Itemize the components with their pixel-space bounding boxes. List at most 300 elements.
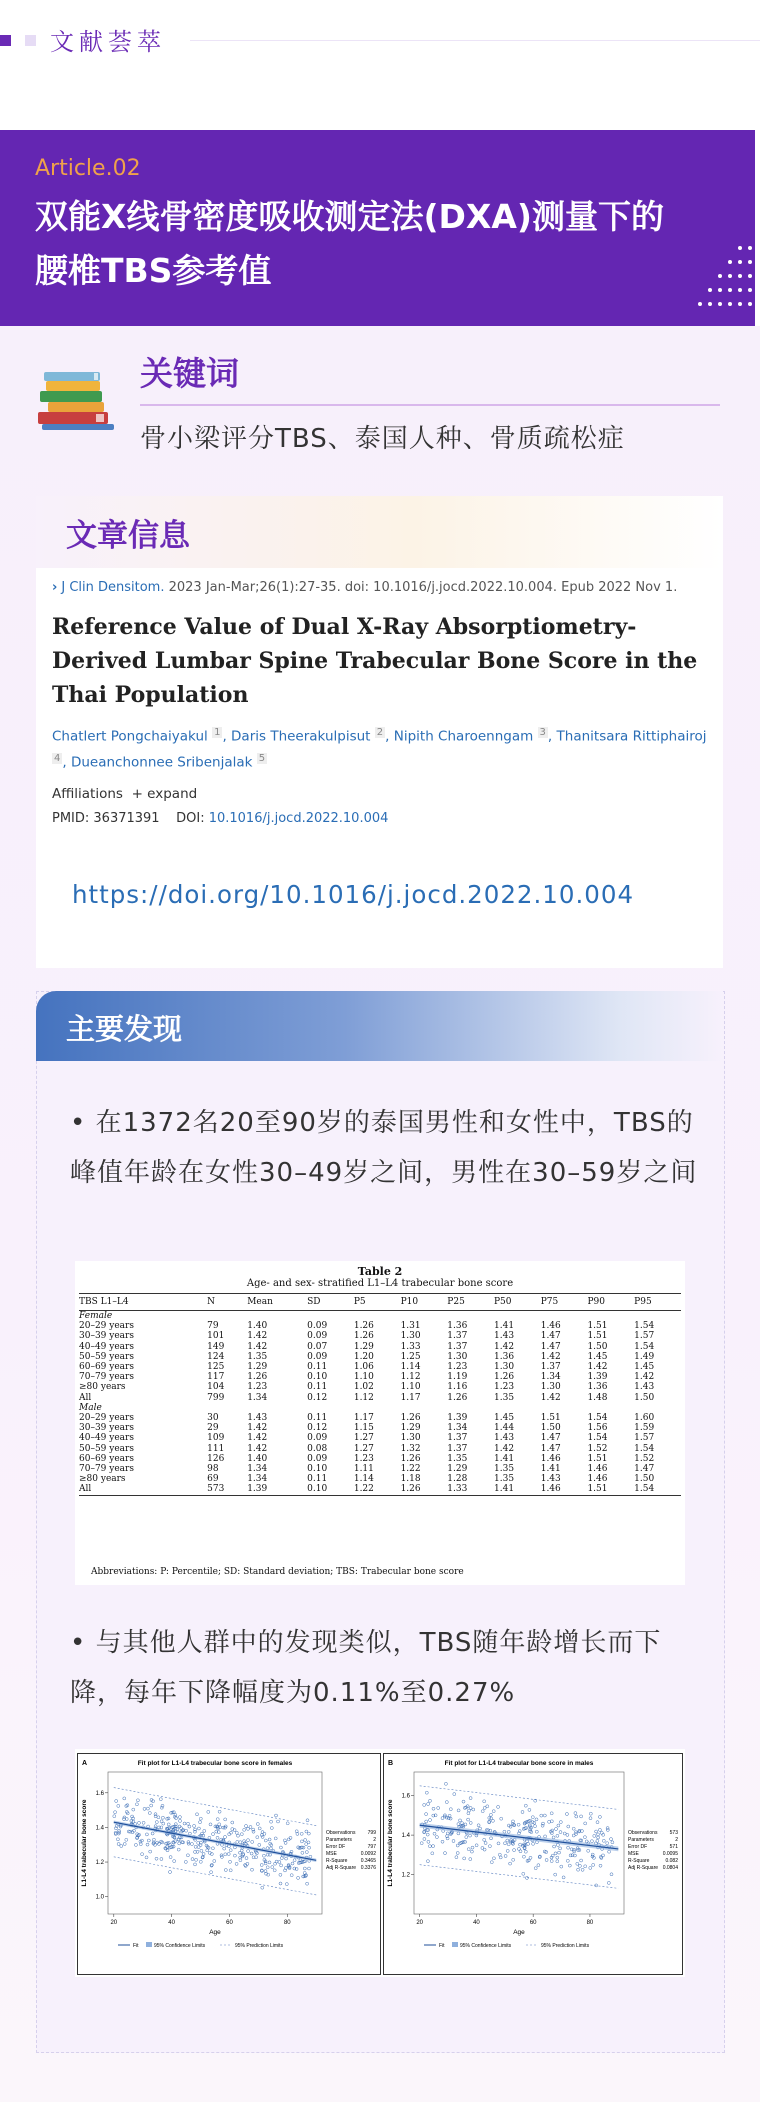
table-cell: 1.54 xyxy=(634,1341,655,1352)
table-cell: 1.34 xyxy=(247,1464,268,1475)
table-column-header: P50 xyxy=(494,1297,512,1307)
table-cell: 149 xyxy=(207,1341,225,1352)
table-column-header: P25 xyxy=(447,1297,465,1307)
table-cell: 1.50 xyxy=(587,1341,608,1352)
table-cell: 1.47 xyxy=(540,1433,561,1444)
table-cell: 1.29 xyxy=(247,1362,268,1373)
legend-fit-label: Fit xyxy=(439,1943,445,1949)
table-cell: 1.23 xyxy=(494,1382,515,1393)
stat-label: Parameters xyxy=(326,1837,352,1843)
author-link[interactable]: Nipith Charoenngam xyxy=(393,728,534,745)
x-axis-label: Age xyxy=(209,1929,221,1936)
books-icon xyxy=(36,370,118,432)
table-column-header: P75 xyxy=(540,1297,559,1307)
table-cell: 1.43 xyxy=(540,1474,561,1485)
table-cell: 79 xyxy=(207,1321,219,1332)
y-tick-label: 1.6 xyxy=(95,1790,104,1797)
affiliations-row xyxy=(52,786,197,802)
stat-value: 0.0092 xyxy=(360,1851,376,1857)
stat-value: 2 xyxy=(373,1837,376,1843)
table-cell: 799 xyxy=(207,1392,225,1403)
table-cell: 1.52 xyxy=(587,1443,608,1454)
table-cell: 1.46 xyxy=(540,1321,561,1332)
table-cell: 1.26 xyxy=(247,1372,268,1383)
table-cell: 1.52 xyxy=(634,1453,655,1464)
stat-value: 0.082 xyxy=(665,1858,678,1864)
doi-value-link[interactable]: 10.1016/j.jocd.2022.10.004 xyxy=(208,811,389,826)
table-cell: 1.26 xyxy=(400,1453,421,1464)
expand-button[interactable]: + expand xyxy=(131,786,198,802)
table-cell: 0.09 xyxy=(307,1331,328,1342)
table-cell: 1.35 xyxy=(494,1392,515,1403)
table-row xyxy=(79,1352,681,1362)
table-cell: 1.41 xyxy=(494,1321,515,1332)
table-cell: 1.31 xyxy=(400,1321,421,1332)
table-cell: 1.30 xyxy=(400,1433,421,1444)
stat-label: R-Square xyxy=(628,1858,650,1864)
table-cell: All xyxy=(79,1484,92,1495)
stat-value: 799 xyxy=(367,1830,376,1836)
fit-plot-males xyxy=(384,1754,682,1974)
keywords-divider xyxy=(140,404,720,406)
table-cell: 1.14 xyxy=(353,1474,374,1485)
x-axis-label: Age xyxy=(513,1929,525,1936)
table-cell: 60–69 years xyxy=(79,1453,134,1464)
table-cell: 1.26 xyxy=(353,1321,374,1332)
table-row xyxy=(79,1484,681,1495)
table-column-header: P90 xyxy=(587,1297,605,1307)
table-column-header: P95 xyxy=(634,1297,652,1307)
identifiers-row xyxy=(52,811,388,826)
stat-label: Adj R-Square xyxy=(326,1865,357,1871)
author-affiliation-ref[interactable]: 1 xyxy=(214,727,221,738)
table-cell: 1.42 xyxy=(494,1341,515,1352)
table-cell: 1.42 xyxy=(540,1392,561,1403)
stat-value: 0.3465 xyxy=(360,1858,376,1864)
table-header-row xyxy=(79,1294,681,1311)
keywords-text: 骨小梁评分TBS、泰国人种、骨质疏松症 xyxy=(140,424,625,454)
table-row xyxy=(79,1342,681,1352)
stat-label: Parameters xyxy=(628,1837,654,1843)
panel-label: B xyxy=(388,1760,394,1767)
table-cell: 1.29 xyxy=(353,1341,374,1352)
stat-label: MSE xyxy=(628,1851,639,1857)
table-cell: 1.50 xyxy=(634,1474,655,1485)
table-cell: 1.59 xyxy=(634,1423,655,1434)
table-cell: 1.45 xyxy=(494,1413,515,1424)
table-footnote: Abbreviations: P: Percentile; SD: Standard deviation; TBS: Trabecular bone score xyxy=(91,1567,464,1577)
table-row xyxy=(79,1393,681,1403)
table-cell: 124 xyxy=(207,1351,225,1362)
stat-value: 571 xyxy=(669,1844,678,1850)
author-link[interactable]: Chatlert Pongchaiyakul xyxy=(52,728,208,745)
table-cell: 1.41 xyxy=(494,1484,515,1495)
table-cell: 1.20 xyxy=(353,1351,374,1362)
table-cell: 1.25 xyxy=(400,1351,421,1362)
table-cell: 109 xyxy=(207,1433,225,1444)
table-cell: 0.10 xyxy=(307,1372,328,1383)
table-cell: 1.34 xyxy=(447,1423,468,1434)
y-tick-label: 1.2 xyxy=(95,1860,104,1867)
y-axis-label: L1-L4 trabecular bone score xyxy=(387,1799,394,1887)
table-cell: 1.37 xyxy=(447,1433,468,1444)
stat-label: Observations xyxy=(628,1830,658,1836)
table-column-header: TBS L1–L4 xyxy=(79,1297,129,1307)
table-cell: 1.32 xyxy=(400,1443,421,1454)
table-cell: 1.22 xyxy=(400,1464,421,1475)
table-cell: 0.09 xyxy=(307,1321,328,1332)
keywords-title: 关键词 xyxy=(140,354,239,393)
table-cell: 98 xyxy=(207,1464,219,1475)
table-cell: 1.47 xyxy=(540,1443,561,1454)
table-cell: 29 xyxy=(207,1423,219,1434)
table-cell: 1.46 xyxy=(587,1474,608,1485)
table-cell: 1.39 xyxy=(587,1372,608,1383)
table-cell: 1.60 xyxy=(634,1413,655,1424)
legend-ci-swatch xyxy=(452,1942,458,1947)
table-cell: 1.45 xyxy=(634,1362,655,1373)
table-cell: 69 xyxy=(207,1474,219,1485)
x-tick-label: 20 xyxy=(416,1920,424,1926)
table-cell: 1.49 xyxy=(634,1351,655,1362)
table-cell: 1.29 xyxy=(400,1423,421,1434)
table-cell: 1.37 xyxy=(447,1331,468,1342)
table-cell: 1.36 xyxy=(587,1382,608,1393)
table-subtitle: Age- and sex- stratified L1–L4 trabecular bone score xyxy=(246,1278,514,1289)
plot-area xyxy=(414,1772,624,1914)
table-cell: 1.35 xyxy=(494,1464,515,1475)
table-cell: 30–39 years xyxy=(79,1331,134,1342)
table-title: Table 2 xyxy=(357,1265,403,1278)
table-cell: 1.34 xyxy=(247,1392,268,1403)
table-cell: 1.35 xyxy=(494,1474,515,1485)
decor-square-light xyxy=(25,35,36,46)
table-cell: 1.43 xyxy=(494,1433,515,1444)
table-column-header: P10 xyxy=(400,1297,419,1307)
panel-label: A xyxy=(82,1760,88,1767)
stat-value: 0.3376 xyxy=(360,1865,376,1871)
y-tick-label: 1.4 xyxy=(95,1825,104,1832)
table-cell: 1.42 xyxy=(540,1351,561,1362)
fit-plot-females-panel xyxy=(77,1753,381,1975)
author-link[interactable]: Daris Theerakulpisut xyxy=(231,728,371,745)
fit-plots-figure xyxy=(75,1749,685,1977)
table-cell: 1.51 xyxy=(587,1484,608,1495)
citation-detail: 2023 Jan-Mar;26(1):27-35. doi: 10.1016/j.jocd.2022.10.004. Epub 2022 Nov 1. xyxy=(164,580,678,595)
table-cell: 0.11 xyxy=(307,1413,328,1424)
finding-bullet-2: • 与其他人群中的发现类似，TBS随年龄增长而下降，每年下降幅度为0.11%至0.27% xyxy=(70,1628,662,1708)
y-axis-label: L1-L4 trabecular bone score xyxy=(81,1799,88,1887)
table-row xyxy=(79,1362,681,1372)
table-cell: 1.16 xyxy=(447,1382,468,1393)
y-tick-label: 1.2 xyxy=(401,1872,410,1879)
table-cell: 104 xyxy=(207,1382,225,1393)
table-cell: 126 xyxy=(207,1453,225,1464)
table-cell: 1.22 xyxy=(353,1484,374,1495)
article-info-title: 文章信息 xyxy=(66,518,190,554)
table-cell: 1.02 xyxy=(353,1382,374,1393)
stat-value: 573 xyxy=(669,1830,678,1836)
table-cell: 1.44 xyxy=(494,1423,515,1434)
table-cell: 1.47 xyxy=(634,1464,655,1475)
table-cell: 1.26 xyxy=(494,1372,515,1383)
table-row xyxy=(79,1464,681,1474)
table-cell: 1.43 xyxy=(494,1331,515,1342)
affiliations-label: Affiliations xyxy=(52,786,123,802)
table-cell: 1.37 xyxy=(540,1362,561,1373)
section-label: 文献荟萃 xyxy=(50,28,166,56)
table-cell: 125 xyxy=(207,1362,225,1373)
plot-title: Fit plot for L1-L4 trabecular bone score in females xyxy=(137,1760,293,1767)
article-title: 双能X线骨密度吸收测定法(DXA)测量下的腰椎TBS参考值 xyxy=(35,197,664,290)
table-cell: 1.33 xyxy=(447,1484,468,1495)
table-cell: 0.10 xyxy=(307,1484,328,1495)
plot-title: Fit plot for L1-L4 trabecular bone score in males xyxy=(444,1760,594,1767)
table-grid xyxy=(79,1293,681,1496)
table-group-row xyxy=(79,1403,681,1413)
table-cell: 0.09 xyxy=(307,1453,328,1464)
table-cell: 1.54 xyxy=(634,1443,655,1454)
x-tick-label: 80 xyxy=(586,1920,594,1926)
header-divider xyxy=(190,40,760,41)
article-banner xyxy=(0,130,755,326)
table-cell: 101 xyxy=(207,1331,225,1342)
table-cell: 1.50 xyxy=(634,1392,655,1403)
table-cell: 1.19 xyxy=(447,1372,468,1383)
doi-label: DOI: xyxy=(176,811,209,826)
table-group-label: Female xyxy=(79,1311,113,1321)
x-tick-label: 40 xyxy=(473,1920,480,1926)
table-cell: 1.54 xyxy=(587,1433,608,1444)
table-cell: All xyxy=(79,1392,92,1403)
table-cell: 1.43 xyxy=(634,1382,655,1393)
table-cell: ≥80 years xyxy=(79,1474,126,1485)
table-cell: 1.42 xyxy=(247,1331,268,1342)
stat-label: R-Square xyxy=(326,1858,348,1864)
table-row xyxy=(79,1321,681,1331)
table-row xyxy=(79,1444,681,1454)
legend-ci-label: 95% Confidence Limits xyxy=(460,1943,512,1949)
y-tick-label: 1.4 xyxy=(401,1833,410,1840)
table-cell: 1.51 xyxy=(587,1321,608,1332)
table-cell: 1.27 xyxy=(353,1433,374,1444)
legend-pi-label: 95% Prediction Limits xyxy=(235,1943,284,1949)
author-link[interactable]: Thanitsara Rittiphairoj xyxy=(556,728,707,745)
table-cell: 1.17 xyxy=(400,1392,421,1403)
fit-plot-females xyxy=(78,1754,380,1974)
table-cell: ≥80 years xyxy=(79,1382,126,1393)
table-cell: 0.12 xyxy=(307,1392,328,1403)
table-group-row xyxy=(79,1311,681,1322)
legend-ci-label: 95% Confidence Limits xyxy=(154,1943,206,1949)
author-affiliation-ref[interactable]: 3 xyxy=(539,727,546,738)
table-cell: 1.37 xyxy=(447,1443,468,1454)
table-cell: 1.57 xyxy=(634,1433,655,1444)
table-cell: 1.56 xyxy=(587,1423,608,1434)
table-cell: 1.48 xyxy=(587,1392,608,1403)
table-cell: 0.10 xyxy=(307,1464,328,1475)
author-affiliation-ref[interactable]: 5 xyxy=(258,752,266,764)
table-cell: 1.41 xyxy=(494,1453,515,1464)
table-cell: 1.50 xyxy=(540,1423,561,1434)
dots-decoration xyxy=(680,242,755,322)
table-cell: 1.46 xyxy=(540,1453,561,1464)
table-cell: 1.39 xyxy=(447,1413,468,1424)
author-affiliation-ref[interactable]: 4 xyxy=(54,752,61,764)
table-cell: 1.18 xyxy=(400,1474,421,1485)
table-cell: 1.26 xyxy=(447,1392,468,1403)
table-cell: 30–39 years xyxy=(79,1423,134,1434)
table-cell: 1.30 xyxy=(447,1351,468,1362)
legend-pi-label: 95% Prediction Limits xyxy=(541,1943,590,1949)
section-header xyxy=(0,0,760,80)
y-tick-label: 1.0 xyxy=(95,1894,104,1901)
table-cell: 50–59 years xyxy=(79,1351,134,1362)
table-cell: 70–79 years xyxy=(79,1464,134,1475)
table-cell: 0.07 xyxy=(307,1341,328,1352)
journal-link[interactable]: J Clin Densitom. xyxy=(61,580,165,595)
table-cell: 1.37 xyxy=(447,1341,468,1352)
findings-header xyxy=(36,991,723,1061)
table-cell: 20–29 years xyxy=(79,1321,134,1332)
table-column-header: P5 xyxy=(353,1297,366,1307)
table-cell: 0.08 xyxy=(307,1443,328,1454)
table-cell: 1.12 xyxy=(400,1372,421,1383)
table-cell: 1.51 xyxy=(540,1413,561,1424)
table-cell: 1.51 xyxy=(587,1453,608,1464)
table-cell: 1.54 xyxy=(634,1484,655,1495)
table-cell: 1.46 xyxy=(540,1484,561,1495)
stat-label: MSE xyxy=(326,1851,337,1857)
table-cell: 1.34 xyxy=(247,1474,268,1485)
decor-square xyxy=(0,35,11,46)
table-cell: 0.09 xyxy=(307,1433,328,1444)
table-cell: 1.45 xyxy=(587,1351,608,1362)
table-cell: 1.36 xyxy=(447,1321,468,1332)
table-cell: 1.27 xyxy=(353,1443,374,1454)
legend-ci-swatch xyxy=(146,1942,152,1947)
table-cell: 117 xyxy=(207,1372,225,1383)
table-cell: 30 xyxy=(207,1413,219,1424)
table-row xyxy=(79,1382,681,1392)
table-row xyxy=(79,1474,681,1484)
table-cell: 1.51 xyxy=(587,1331,608,1342)
pmid: PMID: 36371391 xyxy=(52,811,160,826)
legend-fit-label: Fit xyxy=(133,1943,139,1949)
table-cell: 1.54 xyxy=(587,1413,608,1424)
table-cell: 1.47 xyxy=(540,1331,561,1342)
table-cell: 1.42 xyxy=(247,1433,268,1444)
table-cell: 1.23 xyxy=(353,1453,374,1464)
table-cell: 0.09 xyxy=(307,1351,328,1362)
table-cell: 1.34 xyxy=(540,1372,561,1383)
article-tag: Article.02 xyxy=(35,156,141,181)
table-cell: 1.41 xyxy=(540,1464,561,1475)
table-cell: 1.40 xyxy=(247,1453,268,1464)
table-cell: 1.57 xyxy=(634,1331,655,1342)
table-cell: 111 xyxy=(207,1443,225,1454)
table-cell: 1.47 xyxy=(540,1341,561,1352)
table-column-header: Mean xyxy=(247,1297,273,1307)
stat-label: Observations xyxy=(326,1830,356,1836)
table-cell: 60–69 years xyxy=(79,1362,134,1373)
results-table xyxy=(75,1261,685,1585)
table-cell: 50–59 years xyxy=(79,1443,134,1454)
doi-url[interactable]: https://doi.org/10.1016/j.jocd.2022.10.004 xyxy=(72,880,635,909)
table-cell: 1.33 xyxy=(400,1341,421,1352)
finding-bullet-1: • 在1372名20至90岁的泰国男性和女性中，TBS的峰值年龄在女性30–49岁之间，男性在30–59岁之间 xyxy=(70,1108,698,1188)
table-cell: 1.23 xyxy=(447,1362,468,1373)
table-cell: 0.12 xyxy=(307,1423,328,1434)
table-cell: 40–49 years xyxy=(79,1341,134,1352)
chevron-right-icon: › xyxy=(52,580,58,595)
findings-title: 主要发现 xyxy=(66,1012,183,1046)
table-row xyxy=(79,1433,681,1443)
table-cell: 1.10 xyxy=(353,1372,374,1383)
table-column-header: SD xyxy=(307,1297,321,1307)
stat-value: 797 xyxy=(367,1844,376,1850)
table-cell: 1.46 xyxy=(587,1464,608,1475)
table-cell: 1.26 xyxy=(353,1331,374,1342)
table-cell: 1.42 xyxy=(247,1341,268,1352)
table-cell: 70–79 years xyxy=(79,1372,134,1383)
fit-plot-males-panel xyxy=(383,1753,683,1975)
table-cell: 1.43 xyxy=(247,1413,268,1424)
stat-value: 0.0095 xyxy=(662,1851,678,1857)
table-cell: 1.39 xyxy=(247,1484,268,1495)
article-info-card xyxy=(36,496,723,968)
author-affiliation-ref[interactable]: 2 xyxy=(376,727,384,738)
x-tick-label: 60 xyxy=(226,1920,233,1926)
table-cell: 1.42 xyxy=(247,1443,268,1454)
table-cell: 1.36 xyxy=(494,1351,515,1362)
x-tick-label: 80 xyxy=(283,1920,291,1926)
table-cell: 1.15 xyxy=(353,1423,374,1434)
author-list: Chatlert Pongchaiyakul $^1$ , Daris Theerakulpisut $^2$ , Nipith Charoenngam $^3$ , Thanitsara Rittiphairoj $^4$ , Dueanchonnee Sribenjalak $^5$ xyxy=(52,727,707,770)
table-cell: 1.26 xyxy=(400,1484,421,1495)
table-cell: 1.23 xyxy=(247,1382,268,1393)
table-cell: 20–29 years xyxy=(79,1413,134,1424)
content-area xyxy=(0,326,760,2102)
table-column-header: N xyxy=(207,1297,215,1307)
author-link[interactable]: Dueanchonnee Sribenjalak xyxy=(70,754,253,770)
table-cell: 1.54 xyxy=(634,1321,655,1332)
stat-value: 2 xyxy=(675,1837,678,1843)
table-cell: 1.26 xyxy=(400,1413,421,1424)
table-cell: 0.11 xyxy=(307,1362,328,1373)
table-cell: 1.42 xyxy=(494,1443,515,1454)
x-tick-label: 60 xyxy=(529,1920,537,1926)
table-cell: 0.11 xyxy=(307,1382,328,1393)
table-cell: 1.35 xyxy=(447,1453,468,1464)
table-row xyxy=(79,1413,681,1423)
stat-label: Error DF xyxy=(326,1844,346,1850)
table-row xyxy=(79,1454,681,1464)
x-tick-label: 40 xyxy=(168,1920,175,1926)
table-row xyxy=(79,1331,681,1341)
x-tick-label: 20 xyxy=(110,1920,118,1926)
table-cell: 1.42 xyxy=(247,1423,268,1434)
article-info-header xyxy=(36,496,723,568)
table-cell: 1.11 xyxy=(353,1464,374,1475)
table-cell: 1.17 xyxy=(353,1413,374,1424)
table-group-label: Male xyxy=(79,1402,102,1413)
table-row xyxy=(79,1423,681,1433)
table-cell: 1.12 xyxy=(353,1392,374,1403)
table-cell: 40–49 years xyxy=(79,1433,134,1444)
table-cell: 1.28 xyxy=(447,1474,468,1485)
y-tick-label: 1.6 xyxy=(401,1793,410,1800)
